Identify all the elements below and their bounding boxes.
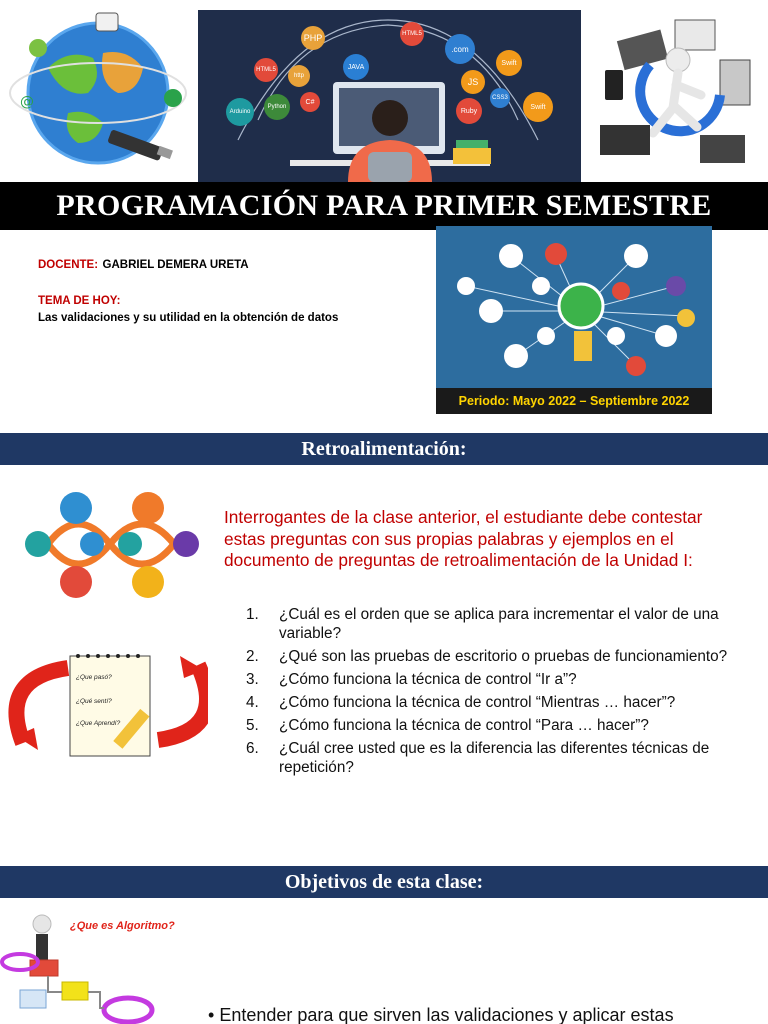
tech-label-python: Python xyxy=(264,94,290,120)
tech-label-php: PHP xyxy=(301,26,325,50)
tech-label-js: JS xyxy=(461,70,485,94)
docente-name: GABRIEL DEMERA URETA xyxy=(102,259,249,271)
notepad-line-2: ¿Qué sentí? xyxy=(76,698,112,705)
list-item: 5. ¿Cómo funciona la técnica de control “Para … hacer”? xyxy=(246,717,649,734)
list-item: 4. ¿Cómo funciona la técnica de control “Mientras … hacer”? xyxy=(246,694,676,711)
algorithm-caption: ¿Que es Algoritmo? xyxy=(70,920,175,932)
tech-label-dotcom: .com xyxy=(445,34,475,64)
globe-technology-image xyxy=(8,8,198,178)
periodo-label: Periodo: Mayo 2022 – Septiembre 2022 xyxy=(436,388,712,414)
section-title: Retroalimentación: xyxy=(301,437,467,460)
iot-network-image xyxy=(436,226,712,414)
reflection-notepad-image xyxy=(8,648,208,760)
tech-label-arduino: Arduino xyxy=(226,98,254,126)
docente-label: DOCENTE: xyxy=(38,259,99,271)
programmer-illustration xyxy=(198,10,581,182)
tech-label-csharp: C# xyxy=(300,92,320,112)
algorithm-image xyxy=(0,912,200,1024)
section-header-retroalimentacion xyxy=(0,433,768,465)
questions-list xyxy=(246,605,746,781)
objective-bullet xyxy=(208,1005,768,1024)
tech-label-swift-2: Swift xyxy=(523,92,553,122)
title-banner xyxy=(0,182,768,230)
feedback-instructions: Interrogantes de la clase anterior, el estudiante debe contestar estas preguntas con sus propias palabras y ejemplos en el documento de preguntas de retroalimentación de la Unidad I: xyxy=(224,507,703,570)
list-item: 2. ¿Qué son las pruebas de escritorio o pruebas de funcionamiento? xyxy=(246,648,728,665)
svg-text:@: @ xyxy=(20,94,34,110)
docente-line xyxy=(38,255,249,273)
section-header-objetivos xyxy=(0,866,768,898)
tema-text: Las validaciones y su utilidad en la obtención de datos xyxy=(38,312,339,324)
bullet-dot: • xyxy=(208,1005,220,1024)
page-title: PROGRAMACIÓN PARA PRIMER SEMESTRE xyxy=(56,189,712,222)
notepad-line-3: ¿Que Aprendí? xyxy=(76,720,121,727)
list-item: 3. ¿Cómo funciona la técnica de control “Ir a”? xyxy=(246,671,577,688)
section-title: Objetivos de esta clase: xyxy=(284,870,484,893)
devices-runner-image xyxy=(590,15,760,175)
list-item: 1. ¿Cuál es el orden que se aplica para incrementar el valor de una variable? xyxy=(246,606,719,642)
list-item: 6. ¿Cuál cree usted que es la diferencia las diferentes técnicas de repetición? xyxy=(246,740,710,776)
tech-label-http: http xyxy=(288,65,310,87)
bullet-text: Entender para que sirven las validaciones y aplicar estas xyxy=(219,1005,674,1024)
tech-label-ruby: Ruby xyxy=(456,98,482,124)
notepad-line-1: ¿Que pasó? xyxy=(76,674,112,681)
tech-label-java: JAVA xyxy=(343,54,369,80)
tema-label: TEMA DE HOY: xyxy=(38,295,121,307)
feedback-cycle-image xyxy=(18,484,206,602)
tech-label-html5-2: HTML5 xyxy=(400,22,424,46)
tech-label-swift: Swift xyxy=(496,50,522,76)
tech-label-html5: HTML5 xyxy=(254,58,278,82)
tech-label-css3: CSS3 xyxy=(490,88,510,108)
